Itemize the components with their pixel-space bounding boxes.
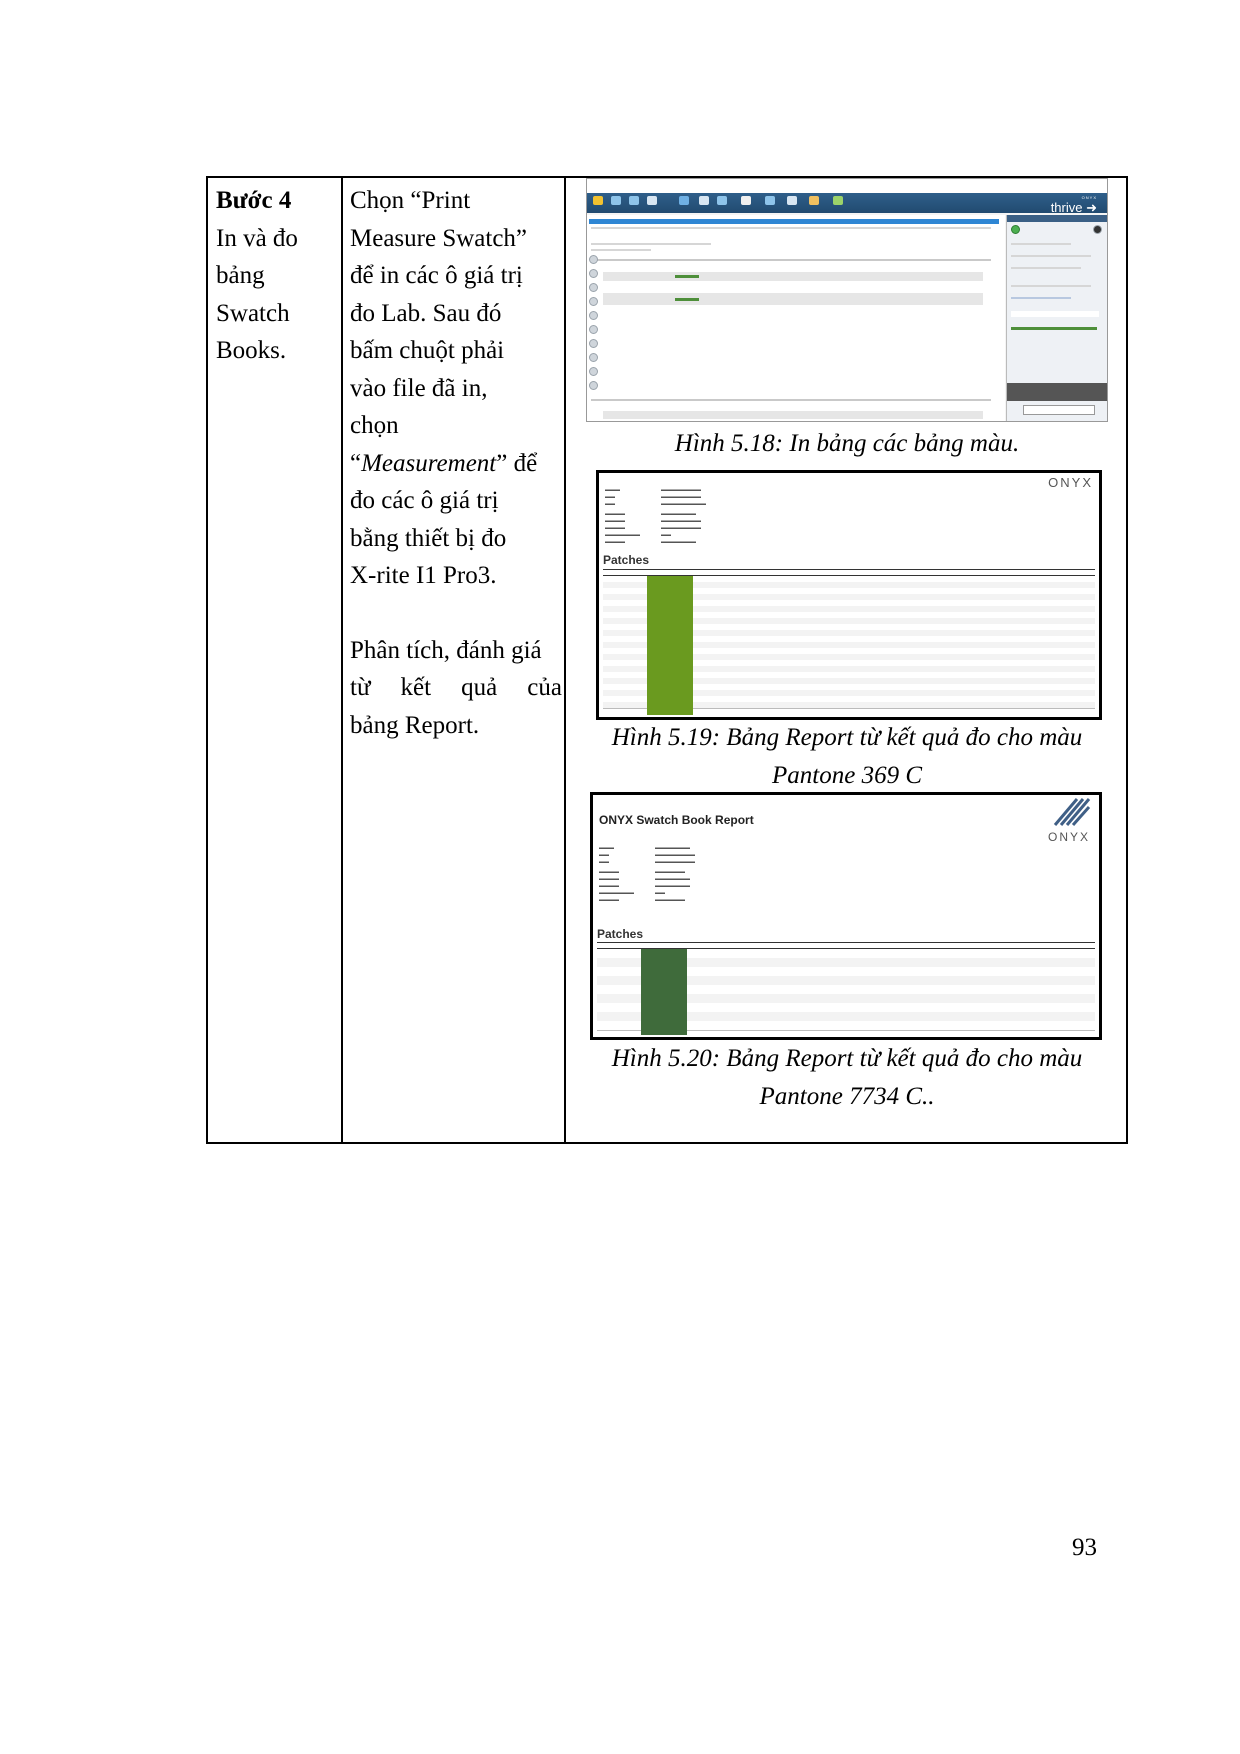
report-369c [596,470,1102,720]
onyx-stripes-icon [1047,795,1091,827]
onyx-logo: ONYX [1048,475,1093,490]
step-name-line: In và đo [216,224,298,252]
patch-swatch-column [641,949,687,1035]
measurement-term: Measurement [361,449,497,477]
report-7734c [590,792,1102,1040]
job-icon [611,196,621,205]
color-icon [765,196,775,205]
instruction-line: vào file đã in, [350,374,488,402]
layout-icon [629,196,639,205]
printer-icon [741,196,751,205]
instruction-line: bấm chuột phải [350,337,505,364]
report-title: ONYX Swatch Book Report [599,813,754,827]
queue-icon [717,196,727,205]
side-tool-icon[interactable] [589,381,598,390]
analysis-line: Phân tích, đánh giá [350,636,542,664]
swatch-icon [809,196,819,205]
onyx-thrive-screenshot [586,178,1108,422]
step-name-line: Books. [216,337,287,364]
quote-close: ” để [496,449,538,477]
page-number: 93 [1072,1534,1097,1561]
column-divider [564,178,566,1142]
step-title: Bước 4 [216,187,292,214]
side-tool-icon[interactable] [589,283,598,292]
instruction-line-measurement [350,445,562,483]
job-list-panel [587,215,1005,421]
figure-caption-5-20 [564,1040,1130,1115]
onyx-wordmark: ONYX [1047,830,1090,844]
printer-panel [1006,215,1107,421]
side-tool-icon[interactable] [589,353,598,362]
step-name-line: bảng [216,262,265,289]
patches-heading: Patches [603,553,650,567]
instruction-line: bằng thiết bị đo [350,524,507,552]
job-thumbnail [675,298,699,301]
instruction-line: Chọn “Print [350,187,471,214]
caption-line: Pantone 7734 C.. [759,1082,935,1110]
step-name-line: Swatch [216,299,290,327]
step-cell [216,182,336,370]
side-tool-icon[interactable] [589,311,598,320]
caption-line: Hình 5.19: Bảng Report từ kết quả đo cho màu [611,724,1083,751]
check-icon [833,196,843,205]
figure-caption-5-18: Hình 5.18: In bảng các bảng màu. [674,430,1020,457]
patch-swatch-column [647,576,693,715]
brand-logo: ONYX thrive ➜ [1050,195,1097,215]
side-tool-icon[interactable] [589,269,598,278]
status-icon [1011,225,1020,234]
figure-caption-5-19 [564,719,1130,794]
patches-table [597,942,1095,1035]
side-tool-icon[interactable] [589,297,598,306]
report-metadata: ▬▬▬ ▬▬▬▬▬▬▬▬ ▬▬ ▬▬▬▬▬▬▬▬ ▬▬ ▬▬▬▬▬▬▬▬▬ ▬▬▬▬ ▬▬▬▬▬▬▬ ▬▬▬▬ ▬▬▬▬▬▬▬▬ ▬▬▬▬ ▬▬▬▬▬▬▬▬ ▬▬▬▬▬▬▬ ▬▬ ▬▬▬▬ ▬▬▬▬▬▬▬ [605,487,706,545]
instruction-line: X-rite I1 Pro3. [350,562,497,589]
rip-icon [647,196,657,205]
onyx-logo [1045,795,1093,844]
analysis-line: từ kết quả của [350,674,562,701]
side-tool-icon[interactable] [589,325,598,334]
selected-printer-row[interactable] [589,219,999,224]
folder-icon [593,196,603,205]
pause-icon[interactable] [1093,225,1102,234]
instruction-line: Measure Swatch” [350,224,528,252]
side-tool-icon[interactable] [589,367,598,376]
step-table [206,176,1128,1144]
instruction-line: đo các ô giá trị [350,487,499,514]
patches-table [603,569,1095,715]
queue-icon [699,196,709,205]
instruction-line: đo Lab. Sau đó [350,299,502,327]
instruction-line: chọn [350,412,399,439]
profile-icon [787,196,797,205]
window-titlebar [587,179,1107,187]
toolbar [587,193,1107,213]
side-tool-icon[interactable] [589,255,598,264]
quote-open: “ [350,449,362,477]
measure-icon [679,196,689,205]
job-thumbnail [675,275,699,278]
instruction-cell [350,182,562,744]
report-metadata: ▬▬▬ ▬▬▬▬▬▬▬ ▬▬ ▬▬▬▬▬▬▬▬ ▬▬ ▬▬▬▬▬▬▬▬ ▬▬▬▬ ▬▬▬▬▬▬ ▬▬▬▬ ▬▬▬▬▬▬▬ ▬▬▬▬ ▬▬▬▬▬▬▬ ▬▬▬▬▬▬▬ ▬▬ ▬▬▬▬ ▬▬▬▬▬▬ [599,845,695,903]
column-divider [341,178,343,1142]
caption-line: Hình 5.20: Bảng Report từ kết quả đo cho màu [611,1045,1083,1072]
side-tool-icon[interactable] [589,339,598,348]
instruction-line: để in các ô giá trị [350,262,523,289]
caption-line: Pantone 369 C [772,761,922,789]
analysis-line: bảng Report. [350,711,480,739]
patches-heading: Patches [597,927,644,941]
